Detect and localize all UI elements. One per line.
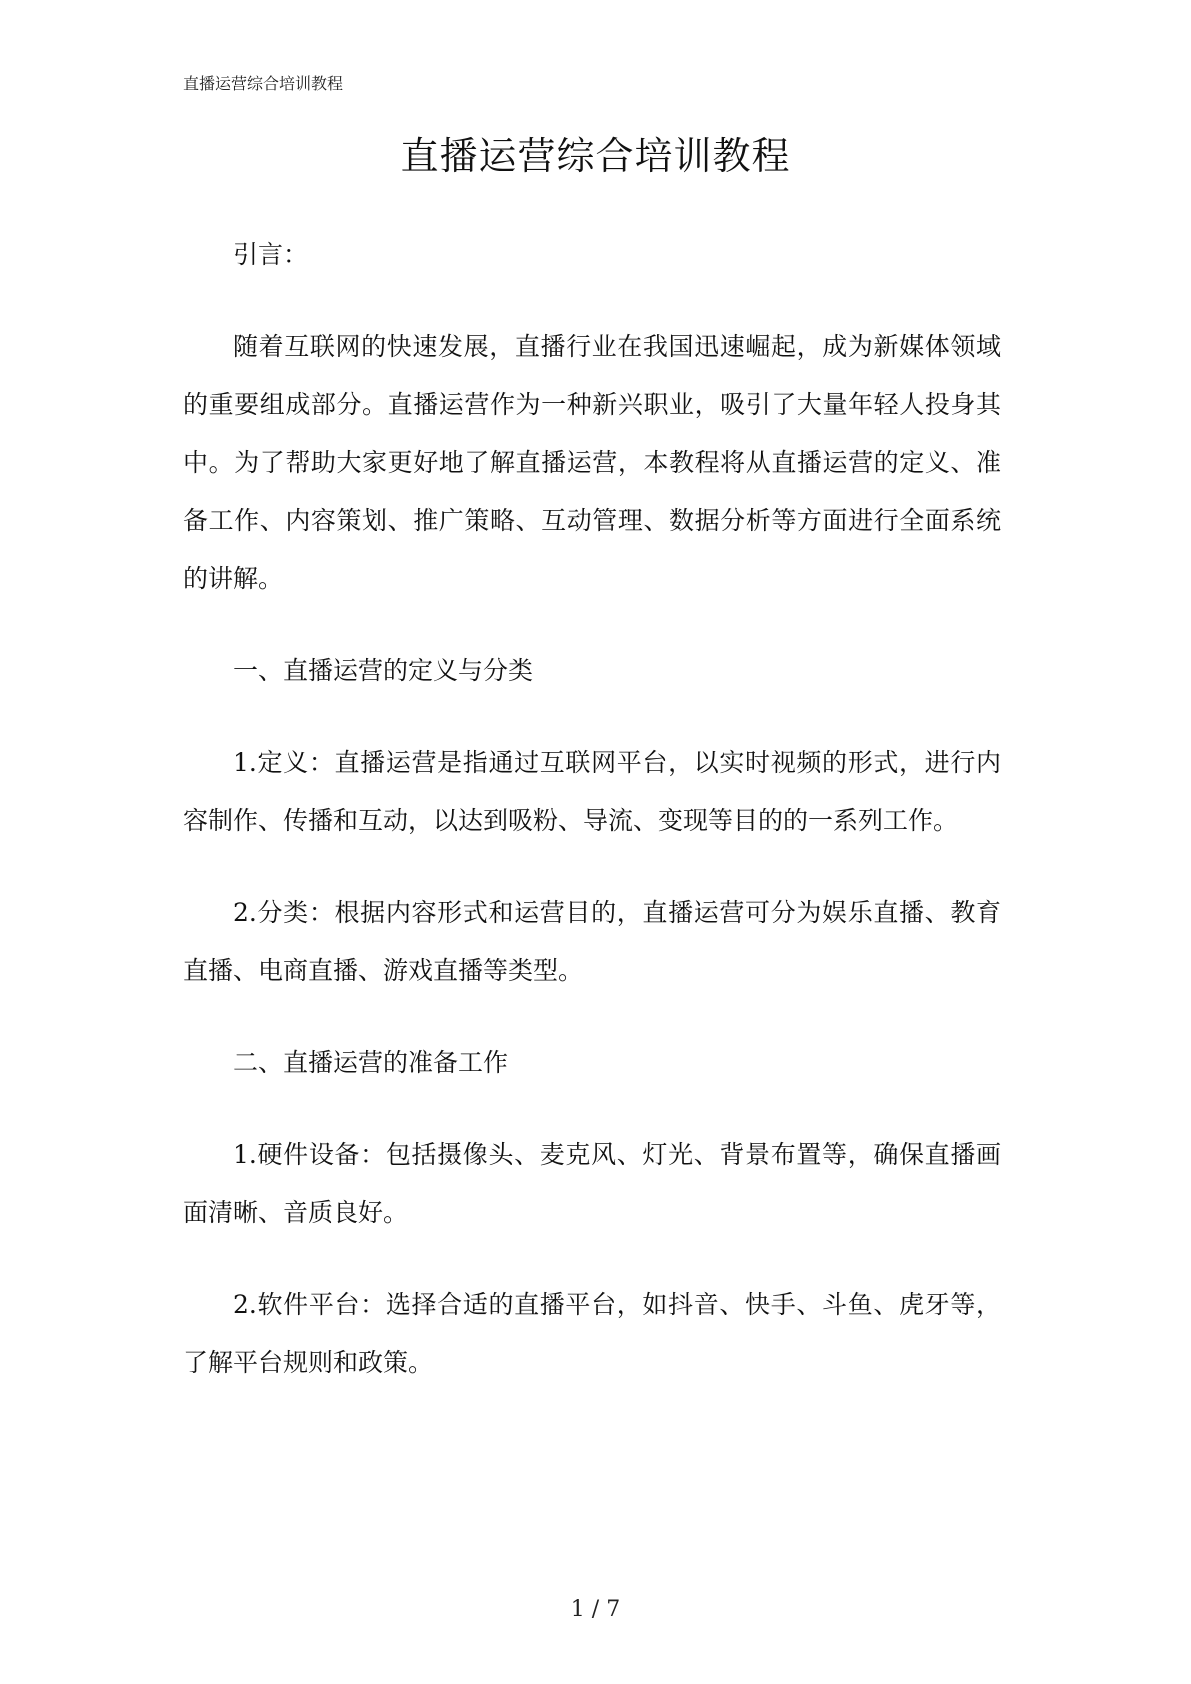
software-paragraph: 2.软件平台：选择合适的直播平台，如抖音、快手、斗鱼、虎牙等，了解平台规则和政策。 xyxy=(183,1290,1001,1377)
page-number: 1 / 7 xyxy=(570,1597,621,1622)
classification-paragraph: 2.分类：根据内容形式和运营目的，直播运营可分为娱乐直播、教育直播、电商直播、游戏直播等类型。 xyxy=(183,898,1001,985)
intro-label: 引言： xyxy=(233,240,309,269)
intro-paragraph: 随着互联网的快速发展，直播行业在我国迅速崛起，成为新媒体领域的重要组成部分。直播运营作为一种新兴职业，吸引了大量年轻人投身其中。为了帮助大家更好地了解直播运营，本教程将从直播运营的定义、准备工作、内容策划、推广策略、互动管理、数据分析等方面进行全面系统的讲解。 xyxy=(183,332,1001,593)
document-title: 直播运营综合培训教程 xyxy=(400,134,791,178)
running-header: 直播运营综合培训教程 xyxy=(183,74,344,93)
hardware-paragraph: 1.硬件设备：包括摄像头、麦克风、灯光、背景布置等，确保直播画面清晰、音质良好。 xyxy=(183,1140,1001,1227)
section-heading-2: 二、直播运营的准备工作 xyxy=(233,1048,509,1077)
section-heading-1: 一、直播运营的定义与分类 xyxy=(233,656,534,685)
document-body xyxy=(183,226,1001,1392)
definition-paragraph: 1.定义：直播运营是指通过互联网平台，以实时视频的形式，进行内容制作、传播和互动，以达到吸粉、导流、变现等目的的一系列工作。 xyxy=(183,748,1001,835)
